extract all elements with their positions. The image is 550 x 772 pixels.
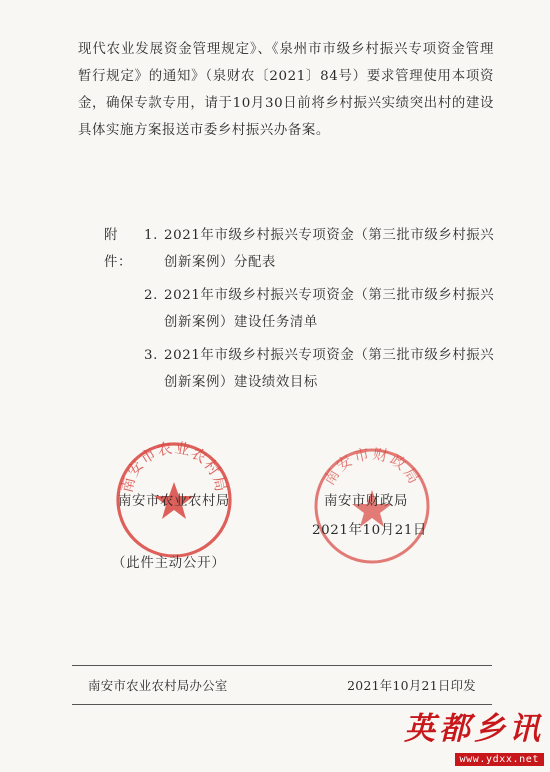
signature-date: 2021年10月21日 (312, 523, 427, 538)
watermark-url: www.ydxx.net (455, 753, 544, 766)
site-watermark (404, 711, 544, 766)
attachment-item (144, 222, 504, 276)
attachment-number: 1. (144, 228, 158, 243)
watermark-brand: 英都乡讯 (404, 711, 544, 747)
attachment-item (144, 282, 504, 336)
attachments-list (144, 222, 504, 396)
attachments-section (104, 222, 504, 396)
attachment-item (144, 342, 504, 396)
attachment-title: 2021年市级乡村振兴专项资金（第三批市级乡村振兴创新案例）建设任务清单 (164, 288, 495, 330)
footer-print-date: 2021年10月21日印发 (347, 678, 476, 693)
footer-issuer: 南安市农业农村局办公室 (88, 678, 228, 693)
attachment-title: 2021年市级乡村振兴专项资金（第三批市级乡村振兴创新案例）建设绩效目标 (164, 348, 495, 390)
attachment-title: 2021年市级乡村振兴专项资金（第三批市级乡村振兴创新案例）分配表 (164, 228, 495, 270)
attachment-number: 3. (144, 348, 158, 363)
seal-right-text: 南安市财政局 (319, 444, 425, 489)
signature-right: 南安市财政局 (324, 494, 408, 509)
attachment-number: 2. (144, 288, 158, 303)
attachments-label: 附件： (104, 228, 132, 270)
body-paragraph: 现代农业发展资金管理规定》、《泉州市市级乡村振兴专项资金管理暂行规定》的通知》（泉财农〔2021〕84号）要求管理使用本项资金，确保专款专用，请于10月30日前将乡村振兴实绩突出村的建设具体实施方案报送市委乡村振兴办备案。 (78, 42, 494, 138)
document-footer (72, 665, 492, 705)
seal-left-text: 南安市农业农村局 (117, 438, 231, 495)
signature-left: 南安市农业农村局 (118, 494, 230, 509)
public-disclosure-note: （此件主动公开） (112, 556, 226, 571)
